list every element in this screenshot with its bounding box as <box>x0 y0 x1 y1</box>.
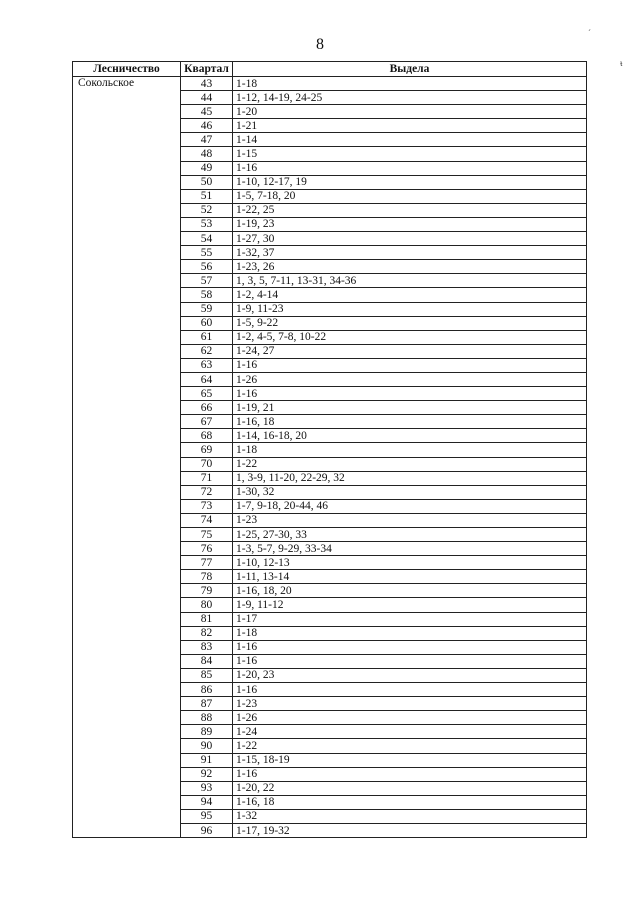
allotments-cell: 1-19, 21 <box>233 401 587 415</box>
quarter-cell: 72 <box>181 485 233 499</box>
quarter-cell: 90 <box>181 739 233 753</box>
forestry-cell: Сокольское <box>73 77 181 838</box>
quarter-cell: 73 <box>181 499 233 513</box>
quarter-cell: 69 <box>181 443 233 457</box>
quarter-cell: 57 <box>181 274 233 288</box>
allotments-cell: 1-17, 19-32 <box>233 823 587 837</box>
allotments-cell: 1-14, 16-18, 20 <box>233 429 587 443</box>
allotments-cell: 1-16, 18 <box>233 415 587 429</box>
quarter-cell: 95 <box>181 809 233 823</box>
quarter-cell: 48 <box>181 147 233 161</box>
allotments-cell: 1-16, 18, 20 <box>233 584 587 598</box>
allotments-cell: 1-9, 11-23 <box>233 302 587 316</box>
quarter-cell: 46 <box>181 119 233 133</box>
allotments-cell: 1-20, 23 <box>233 668 587 682</box>
allotments-cell: 1-25, 27-30, 33 <box>233 528 587 542</box>
allotments-cell: 1-10, 12-17, 19 <box>233 175 587 189</box>
allotments-cell: 1-23, 26 <box>233 260 587 274</box>
allotments-cell: 1-16 <box>233 767 587 781</box>
quarter-cell: 70 <box>181 457 233 471</box>
allotments-cell: 1-18 <box>233 443 587 457</box>
quarter-cell: 89 <box>181 725 233 739</box>
quarter-cell: 56 <box>181 260 233 274</box>
quarter-cell: 53 <box>181 217 233 231</box>
allotments-cell: 1-23 <box>233 697 587 711</box>
quarter-cell: 51 <box>181 189 233 203</box>
allotments-cell: 1-14 <box>233 133 587 147</box>
allotments-cell: 1-22, 25 <box>233 203 587 217</box>
quarter-cell: 75 <box>181 528 233 542</box>
allotments-cell: 1-24, 27 <box>233 344 587 358</box>
quarter-cell: 52 <box>181 203 233 217</box>
quarter-cell: 91 <box>181 753 233 767</box>
page-number: 8 <box>316 36 324 53</box>
allotments-cell: 1-16 <box>233 640 587 654</box>
allotments-cell: 1-2, 4-14 <box>233 288 587 302</box>
quarter-cell: 78 <box>181 570 233 584</box>
quarter-cell: 86 <box>181 683 233 697</box>
allotments-cell: 1-17 <box>233 612 587 626</box>
allotments-cell: 1-27, 30 <box>233 232 587 246</box>
allotments-cell: 1-19, 23 <box>233 217 587 231</box>
allotments-cell: 1-2, 4-5, 7-8, 10-22 <box>233 330 587 344</box>
allotments-cell: 1, 3-9, 11-20, 22-29, 32 <box>233 471 587 485</box>
allotments-cell: 1-24 <box>233 725 587 739</box>
allotments-cell: 1-9, 11-12 <box>233 598 587 612</box>
quarter-cell: 66 <box>181 401 233 415</box>
allotments-cell: 1-10, 12-13 <box>233 556 587 570</box>
quarter-cell: 94 <box>181 795 233 809</box>
allotments-cell: 1-23 <box>233 513 587 527</box>
quarter-cell: 83 <box>181 640 233 654</box>
quarter-cell: 96 <box>181 823 233 837</box>
allotments-cell: 1-30, 32 <box>233 485 587 499</box>
quarter-cell: 44 <box>181 91 233 105</box>
quarter-cell: 71 <box>181 471 233 485</box>
quarter-cell: 60 <box>181 316 233 330</box>
quarter-cell: 67 <box>181 415 233 429</box>
quarter-cell: 84 <box>181 654 233 668</box>
allotments-cell: 1-15 <box>233 147 587 161</box>
quarter-cell: 64 <box>181 372 233 386</box>
quarter-cell: 93 <box>181 781 233 795</box>
quarter-cell: 45 <box>181 105 233 119</box>
quarter-cell: 63 <box>181 358 233 372</box>
allotments-cell: 1-15, 18-19 <box>233 753 587 767</box>
allotments-cell: 1-21 <box>233 119 587 133</box>
table-header-row <box>73 62 587 77</box>
quarter-cell: 47 <box>181 133 233 147</box>
allotments-cell: 1-5, 7-18, 20 <box>233 189 587 203</box>
allotments-cell: 1-26 <box>233 711 587 725</box>
allotments-cell: 1-5, 9-22 <box>233 316 587 330</box>
quarter-cell: 88 <box>181 711 233 725</box>
quarter-cell: 81 <box>181 612 233 626</box>
allotments-table <box>72 61 587 838</box>
scan-mark: ´ <box>588 28 591 38</box>
quarter-cell: 74 <box>181 513 233 527</box>
allotments-cell: 1-16 <box>233 161 587 175</box>
allotments-cell: 1-11, 13-14 <box>233 570 587 584</box>
quarter-cell: 59 <box>181 302 233 316</box>
quarter-cell: 79 <box>181 584 233 598</box>
quarter-cell: 92 <box>181 767 233 781</box>
quarter-cell: 77 <box>181 556 233 570</box>
allotments-cell: 1-16 <box>233 654 587 668</box>
header-forestry: Лесничество <box>73 62 181 77</box>
allotments-cell: 1-18 <box>233 77 587 91</box>
allotments-cell: 1-18 <box>233 626 587 640</box>
quarter-cell: 87 <box>181 697 233 711</box>
allotments-cell: 1-16 <box>233 358 587 372</box>
allotments-cell: 1-16 <box>233 387 587 401</box>
quarter-cell: 65 <box>181 387 233 401</box>
allotments-cell: 1-20, 22 <box>233 781 587 795</box>
quarter-cell: 58 <box>181 288 233 302</box>
allotments-cell: 1-32 <box>233 809 587 823</box>
quarter-cell: 80 <box>181 598 233 612</box>
quarter-cell: 82 <box>181 626 233 640</box>
quarter-cell: 61 <box>181 330 233 344</box>
allotments-cell: 1-22 <box>233 457 587 471</box>
allotments-cell: 1-22 <box>233 739 587 753</box>
table-row <box>73 77 587 91</box>
quarter-cell: 76 <box>181 542 233 556</box>
quarter-cell: 68 <box>181 429 233 443</box>
allotments-cell: 1-3, 5-7, 9-29, 33-34 <box>233 542 587 556</box>
quarter-cell: 55 <box>181 246 233 260</box>
allotments-cell: 1-7, 9-18, 20-44, 46 <box>233 499 587 513</box>
allotments-cell: 1-26 <box>233 372 587 386</box>
quarter-cell: 54 <box>181 232 233 246</box>
allotments-cell: 1-32, 37 <box>233 246 587 260</box>
quarter-cell: 62 <box>181 344 233 358</box>
header-allotments: Выдела <box>233 62 587 77</box>
scan-mark: ᵼ <box>620 58 623 68</box>
allotments-cell: 1-16, 18 <box>233 795 587 809</box>
allotments-cell: 1, 3, 5, 7-11, 13-31, 34-36 <box>233 274 587 288</box>
allotments-cell: 1-20 <box>233 105 587 119</box>
quarter-cell: 43 <box>181 77 233 91</box>
header-quarter: Квартал <box>181 62 233 77</box>
allotments-cell: 1-12, 14-19, 24-25 <box>233 91 587 105</box>
quarter-cell: 50 <box>181 175 233 189</box>
quarter-cell: 85 <box>181 668 233 682</box>
quarter-cell: 49 <box>181 161 233 175</box>
allotments-cell: 1-16 <box>233 683 587 697</box>
